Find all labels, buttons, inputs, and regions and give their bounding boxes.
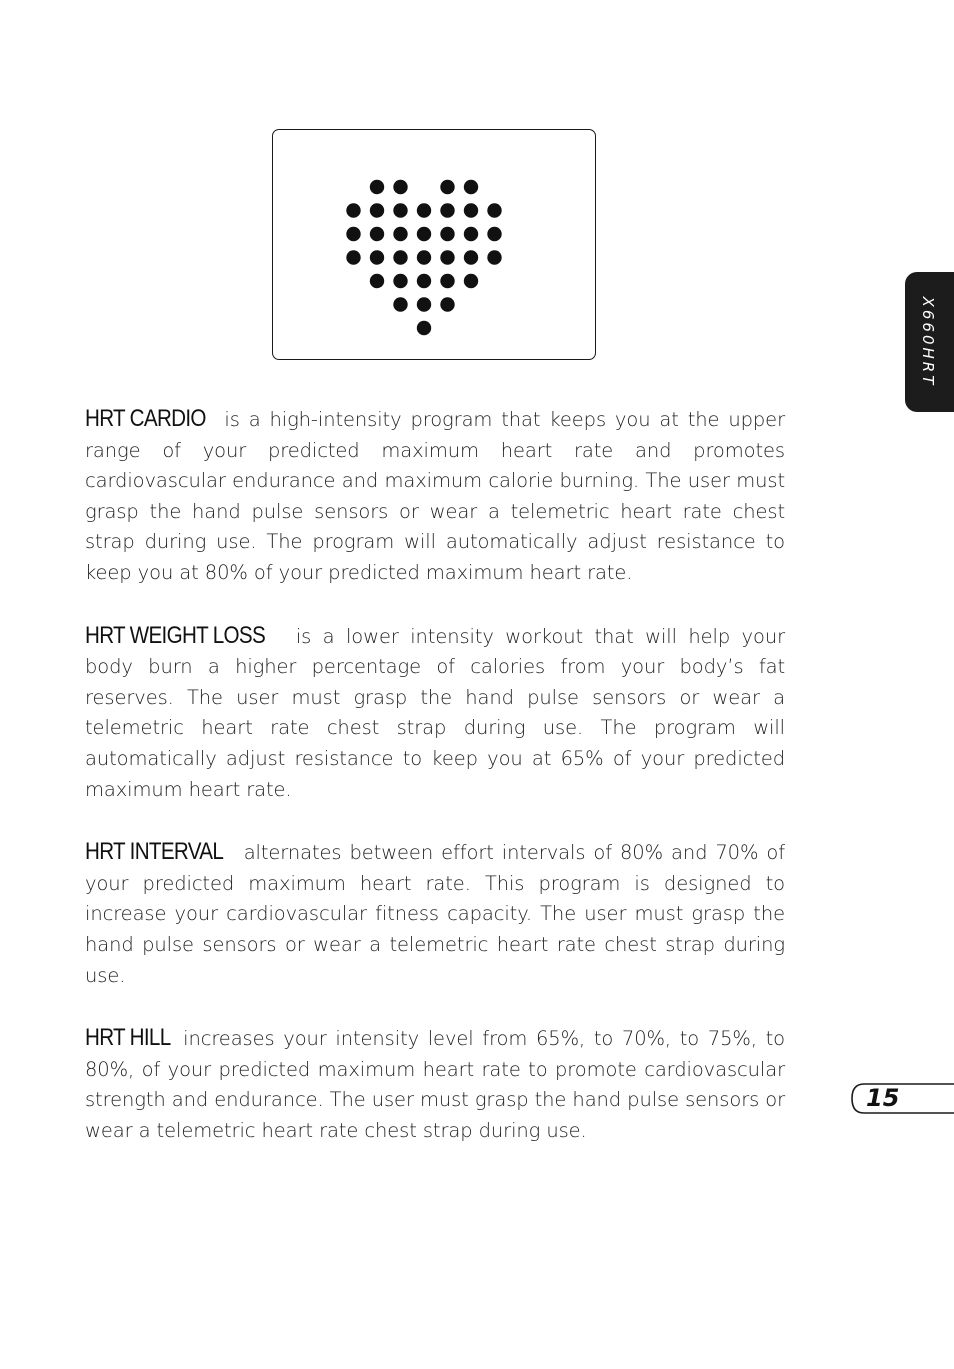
heart-dot [464,180,478,194]
program-description: increases your intensity level from 65%, to 70%, to 75%, to 80%, of your predicted maximum heart rate to promote cardiovascular strength and endurance. The user must grasp the hand pulse sensors or wear a telemetric heart rate chest strap during use. [85,1027,786,1142]
heart-dot [464,274,478,288]
program-hrt-weight-loss [85,621,785,806]
heart-dot [370,274,384,288]
heart-dot [487,203,501,217]
console-display-illustration [272,129,596,360]
program-name: HRT HILL [85,1024,171,1052]
program-descriptions [85,404,785,1146]
heart-dot [417,274,431,288]
program-description: alternates between effort intervals of 80% and 70% of your predicted maximum heart rate. This program is designed to increase your cardiovascular fitness capacity. The user must grasp the hand pulse sensors or wear a telemetric heart rate chest strap during use. [85,841,785,987]
heart-dot [417,227,431,241]
heart-dot [464,250,478,264]
heart-dot [346,250,360,264]
heart-dot [370,203,384,217]
program-name: HRT WEIGHT LOSS [85,621,266,649]
model-side-tab [905,272,954,412]
heart-dot [417,203,431,217]
heart-dot [393,274,407,288]
program-hrt-interval [85,837,785,991]
heart-dot [464,227,478,241]
heart-dot [393,203,407,217]
heart-dot [370,180,384,194]
heart-dot [393,227,407,241]
heart-dot [487,250,501,264]
heart-dot [393,250,407,264]
heart-dot [346,203,360,217]
heart-dot [440,297,454,311]
heart-dot [370,250,384,264]
heart-dot [440,180,454,194]
page-number: 15 [866,1084,900,1112]
heart-dot [440,274,454,288]
program-name: HRT CARDIO [85,405,206,432]
heart-dot [440,250,454,264]
heart-dot-matrix-icon [273,130,595,359]
program-hrt-cardio [85,404,785,589]
heart-dot [393,180,407,194]
heart-dot [487,227,501,241]
model-name-label: X660HRT [919,296,937,388]
program-description: is a lower intensity workout that will help your body burn a higher percentage of calories from your body’s fat reserves. The user must grasp the hand pulse sensors or wear a telemetric heart rate chest strap during use. The program will automatically adjust resistance to keep you at 65% of your predicted maximum heart rate. [85,624,785,801]
heart-dot [417,321,431,335]
page-number-tab [850,1083,954,1114]
heart-dot [464,203,478,217]
heart-dot [346,227,360,241]
heart-dot [440,227,454,241]
heart-dot [440,203,454,217]
program-hrt-hill [85,1023,785,1146]
heart-dot [417,250,431,264]
program-name: HRT INTERVAL [85,838,224,866]
program-description: is a high-intensity program that keeps you at the upper range of your predicted maximum heart rate and promotes cardiovascular endurance and maximum calorie burning. The user must grasp the hand pulse sensors or wear a telemetric heart rate chest strap during use. The program will automatically adjust resistance to keep you at 80% of your predicted maximum heart rate. [85,408,785,584]
heart-dot [393,297,407,311]
heart-dot [417,297,431,311]
heart-dot [370,227,384,241]
